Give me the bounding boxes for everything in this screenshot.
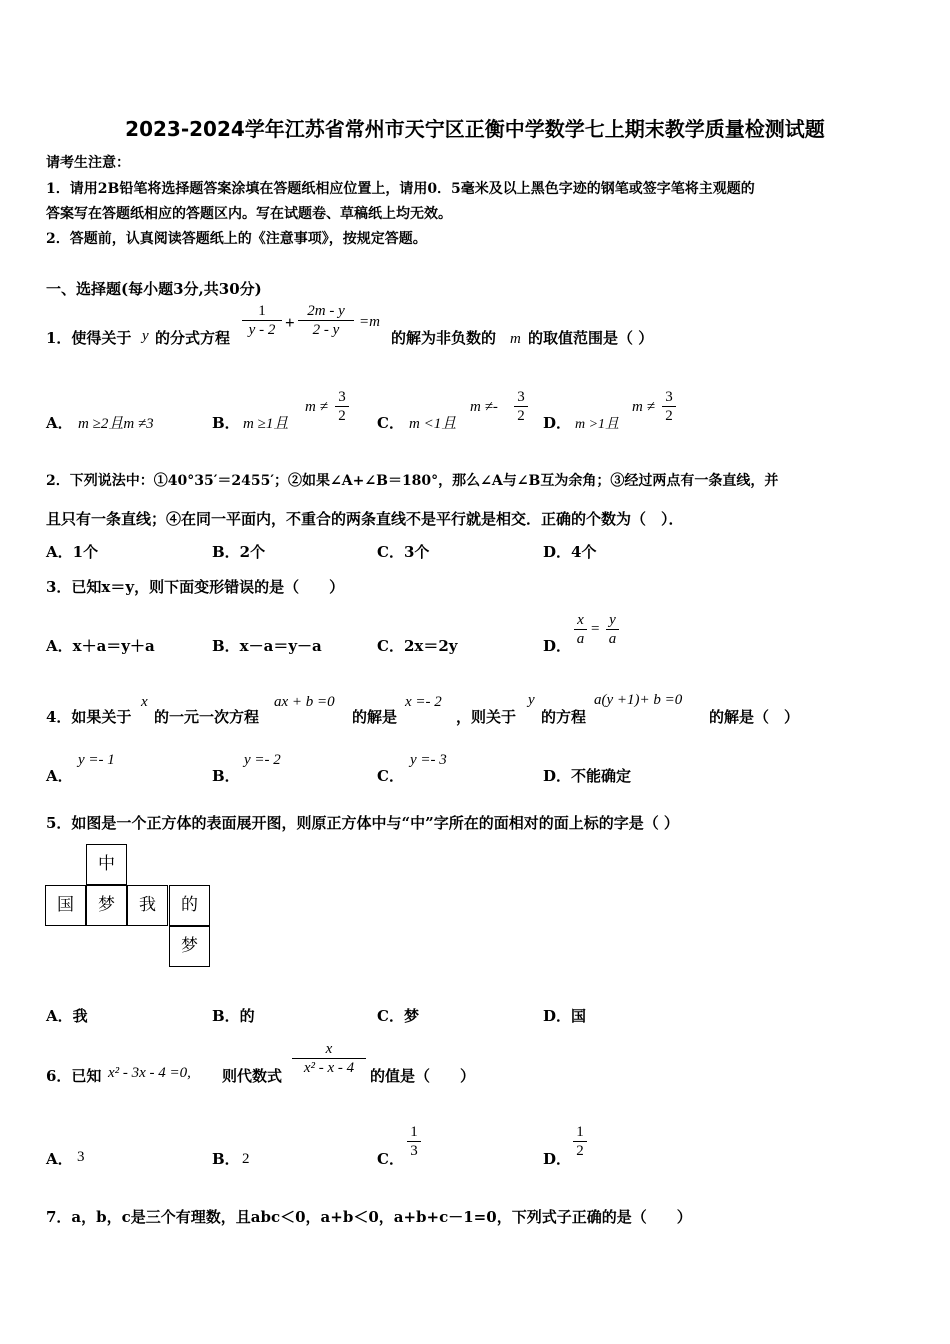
q1-c-num: 3 (517, 389, 525, 405)
net-cell-guo: 国 (45, 885, 86, 926)
notice-item-1a: 1．请用2B铅笔将选择题答案涂填在答题纸相应位置上，请用0．5毫米及以上黑色字迹的钢笔或签字笔将主观题的 (46, 181, 755, 197)
notice-heading: 请考生注意： (46, 155, 130, 171)
q4-sol: x =- 2 (405, 694, 442, 710)
q4-option-c[interactable]: y =- 3 (410, 752, 447, 768)
q1-option-d-label[interactable]: D． (543, 414, 572, 432)
q1-fraction-2 (298, 302, 354, 339)
q1-b-num: 3 (338, 389, 346, 405)
q3-option-d-frac-2[interactable] (606, 611, 619, 648)
q1-option-b-frac[interactable] (335, 388, 349, 425)
q4-eq-1: ax + b =0 (274, 694, 335, 710)
q1-option-a-label[interactable]: A． (46, 414, 73, 432)
q4-mid-3: ，则关于 (456, 708, 517, 726)
q6-mid: 则代数式 (222, 1067, 283, 1085)
q2-option-a[interactable]: A．1个 (46, 543, 99, 561)
q1-frac2-num: 2m - y (307, 303, 345, 319)
q1-d-num: 3 (665, 389, 673, 405)
q4-eq-2: a(y +1)+ b =0 (594, 692, 683, 708)
q6-d-num: 1 (576, 1124, 584, 1140)
q6-option-b-label[interactable]: B． (212, 1150, 240, 1168)
q1-var-y: y (142, 328, 149, 344)
q6-option-b[interactable]: 2 (242, 1151, 250, 1167)
q1-d-den: 2 (662, 406, 676, 425)
q1-plus: + (285, 313, 295, 332)
net-cell-meng-2: 梦 (169, 926, 210, 967)
q1-option-c-cond[interactable]: m ≠- (470, 399, 498, 415)
q7-stem: 7．a，b，c是三个有理数，且abc＜0，a+b＜0，a+b+c－1=0，下列式子正确的是（ ） (46, 1208, 692, 1226)
page-title: 2023-2024学年江苏省常州市天宁区正衡中学数学七上期末教学质量检测试题 (125, 117, 825, 141)
q2-line-1: 2．下列说法中：①40°35′＝2455′；②如果∠A+∠B＝180°，那么∠A与∠B互为余角；③经过两点有一条直线，并 (46, 473, 779, 489)
q1-option-c-frac[interactable] (514, 388, 528, 425)
q5-option-a[interactable]: A．我 (46, 1007, 88, 1025)
q4-option-a[interactable]: y =- 1 (78, 752, 115, 768)
q3-option-c[interactable]: C．2x＝2y (377, 637, 458, 655)
q4-var-x: x (141, 694, 148, 710)
net-cell-de: 的 (169, 885, 210, 926)
net-cell-zhong: 中 (86, 844, 127, 885)
q4-var-y: y (528, 692, 535, 708)
q6-option-c-frac[interactable] (407, 1123, 421, 1160)
q6-prefix: 6．已知 (46, 1067, 102, 1085)
q2-option-c[interactable]: C．3个 (377, 543, 430, 561)
q3-d-num-2: y (609, 612, 616, 628)
q1-option-b-label[interactable]: B． (212, 414, 240, 432)
q1-option-b-cond[interactable]: m ≠ (305, 399, 328, 415)
q3-option-d-frac-1[interactable] (574, 611, 587, 648)
q1-mid: 的分式方程 (155, 329, 231, 347)
q3-stem: 3．已知x＝y，则下面变形错误的是（ ） (46, 578, 345, 596)
notice-item-2: 2．答题前，认真阅读答题纸上的《注意事项》，按规定答题。 (46, 231, 427, 247)
q6-expr: x² - 3x - 4 =0, (108, 1065, 191, 1081)
q4-suffix: 的解是（ ） (709, 708, 800, 726)
q3-option-b[interactable]: B．x－a＝y－a (212, 637, 322, 655)
q2-line-2: 且只有一条直线；④在同一平面内，不重合的两条直线不是平行就是相交．正确的个数为（ ）． (46, 510, 684, 528)
q3-d-den-2: a (606, 629, 619, 648)
q1-prefix: 1．使得关于 (46, 329, 132, 347)
net-cell-meng-1: 梦 (86, 885, 127, 926)
q1-suffix-2: 的取值范围是（ ） (528, 329, 654, 347)
q4-option-b[interactable]: y =- 2 (244, 752, 281, 768)
q1-option-c-label[interactable]: C． (377, 414, 404, 432)
q6-d-den: 2 (573, 1141, 587, 1160)
q6-frac-den: x² - x - 4 (292, 1058, 366, 1077)
q1-b-den: 2 (335, 406, 349, 425)
q5-stem: 5．如图是一个正方体的表面展开图，则原正方体中与“中”字所在的面相对的面上标的字是（ ） (46, 814, 679, 832)
q6-frac-num: x (325, 1041, 333, 1057)
q6-fraction (292, 1040, 366, 1077)
q4-option-d[interactable]: D．不能确定 (543, 767, 632, 785)
q5-option-c[interactable]: C．梦 (377, 1007, 419, 1025)
q1-option-d-pre[interactable]: m >1且 (575, 417, 620, 432)
q1-eq: =m (359, 314, 380, 330)
q1-option-d-cond[interactable]: m ≠ (632, 399, 655, 415)
q3-d-den-1: a (574, 629, 587, 648)
q1-c-den: 2 (514, 406, 528, 425)
q1-frac1-num: 1 (258, 303, 266, 319)
q6-option-d-label[interactable]: D． (543, 1150, 572, 1168)
q3-option-d-label[interactable]: D． (543, 637, 572, 655)
q4-mid-4: 的方程 (541, 708, 587, 726)
q1-frac2-den: 2 - y (298, 320, 354, 339)
q4-option-c-label[interactable]: C． (377, 767, 404, 785)
q3-d-num-1: x (577, 612, 584, 628)
q6-option-a[interactable]: 3 (77, 1149, 85, 1165)
section-heading: 一、选择题(每小题3分,共30分) (46, 280, 262, 298)
q3-option-a[interactable]: A．x＋a＝y＋a (46, 637, 155, 655)
q3-option-d-eq: = (591, 621, 600, 637)
q2-option-b[interactable]: B．2个 (212, 543, 266, 561)
q1-frac1-den: y - 2 (242, 320, 282, 339)
q6-option-d-frac[interactable] (573, 1123, 587, 1160)
q4-mid-2: 的解是 (352, 708, 398, 726)
q6-c-num: 1 (410, 1124, 418, 1140)
q5-option-b[interactable]: B．的 (212, 1007, 255, 1025)
q5-option-d[interactable]: D．国 (543, 1007, 587, 1025)
q6-suffix: 的值是（ ） (370, 1067, 476, 1085)
q6-c-den: 3 (407, 1141, 421, 1160)
notice-item-1b: 答案写在答题纸相应的答题区内。写在试题卷、草稿纸上均无效。 (46, 206, 452, 222)
q4-option-a-label[interactable]: A． (46, 767, 73, 785)
q1-option-d-frac[interactable] (662, 388, 676, 425)
q1-var-m: m (510, 331, 521, 347)
q4-mid-1: 的一元一次方程 (154, 708, 260, 726)
q1-option-a[interactable]: m ≥2且m ≠3 (78, 416, 154, 432)
q1-option-b-pre[interactable]: m ≥1且 (243, 416, 289, 432)
q6-option-c-label[interactable]: C． (377, 1150, 404, 1168)
net-cell-wo: 我 (127, 885, 168, 926)
q2-option-d[interactable]: D．4个 (543, 543, 597, 561)
q4-prefix: 4．如果关于 (46, 708, 132, 726)
q1-fraction-1 (242, 302, 282, 339)
q1-suffix-1: 的解为非负数的 (391, 329, 497, 347)
q4-option-b-label[interactable]: B． (212, 767, 240, 785)
q1-option-c-pre[interactable]: m <1且 (409, 416, 457, 432)
q6-option-a-label[interactable]: A． (46, 1150, 73, 1168)
